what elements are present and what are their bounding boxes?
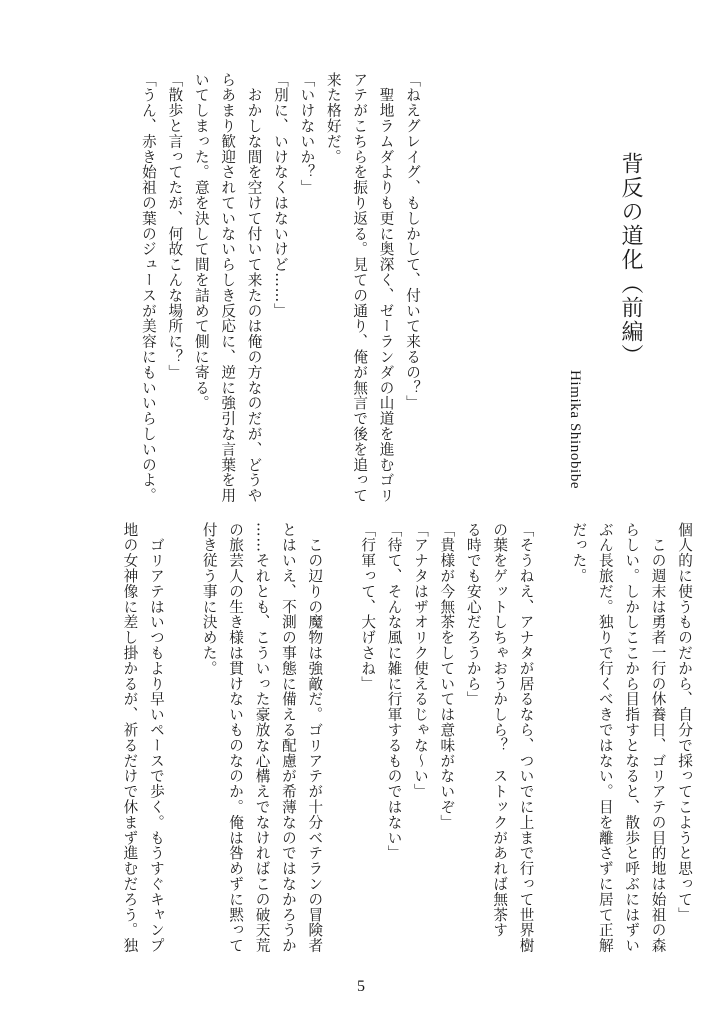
upper-text-block: 「ねえグレイグ、もしかして、付いて来るの？」 聖地ラムダよりも更に奥深く、ゼーランダの山道を進むゴリ アテがこちらを振り返る。見ての通り、俺が無言で後を追って 来た格好だ。 「いけないか？」 「別に、いけなくはないけど……」 おかしな間を空けて付いて来たのは俺の方なのだが、どうや らあまり歓迎されていないらしき反応に、逆に強引な言葉を用 いてしまった。意を決して間を詰めて側に寄る。 「散歩と言ってたが、何故こんな場所に？」 「うん、赤き始祖の葉のジュースが美容にもいいらしいのよ。 <box>139 72 421 504</box>
story-title: 背反の道化（前編） <box>618 152 643 368</box>
author-name: Himika Shinobibe <box>567 370 583 490</box>
page-number: 5 <box>357 978 365 995</box>
lower-text-block: 個人的に使うものだから、自分で採ってこようと思って」 この週末は勇者一行の休養日、ゴリアテの目的地は始祖の森 らしい。しかしここから目指すとなると、散歩と呼ぶにはずい ぶん長旅だ。独りで行くべきではない。目を離さずに居て正解 だった。 「そうねえ、アナタが居るなら、ついでに上まで行って世界樹 の葉をゲットしちゃおうかしら？ ストックがあれば無茶す る時でも安心だろうから」 「貴様が今無茶をしていては意味がないぞ」 「アナタはザオリク使えるじゃな～い」 「待て、そんな風に雑に行軍するものではない」 「行軍って、大げさね」 この辺りの魔物は強敵だ。ゴリアテが十分ベテランの冒険者 とはいえ、不測の事態に備える配慮が希薄なのではなかろうか ……それとも、こういった豪放な心構えでなければこの破天荒 の旅芸人の生き様は貫けないものなのか。俺は咎めずに黙って 付き従う事に決めた。 ゴリアテはいつもより早いペースで歩く。もうすぐキャンプ 地の女神像に差し掛かるが、祈るだけで休まず進むだろう。独 <box>121 522 693 954</box>
